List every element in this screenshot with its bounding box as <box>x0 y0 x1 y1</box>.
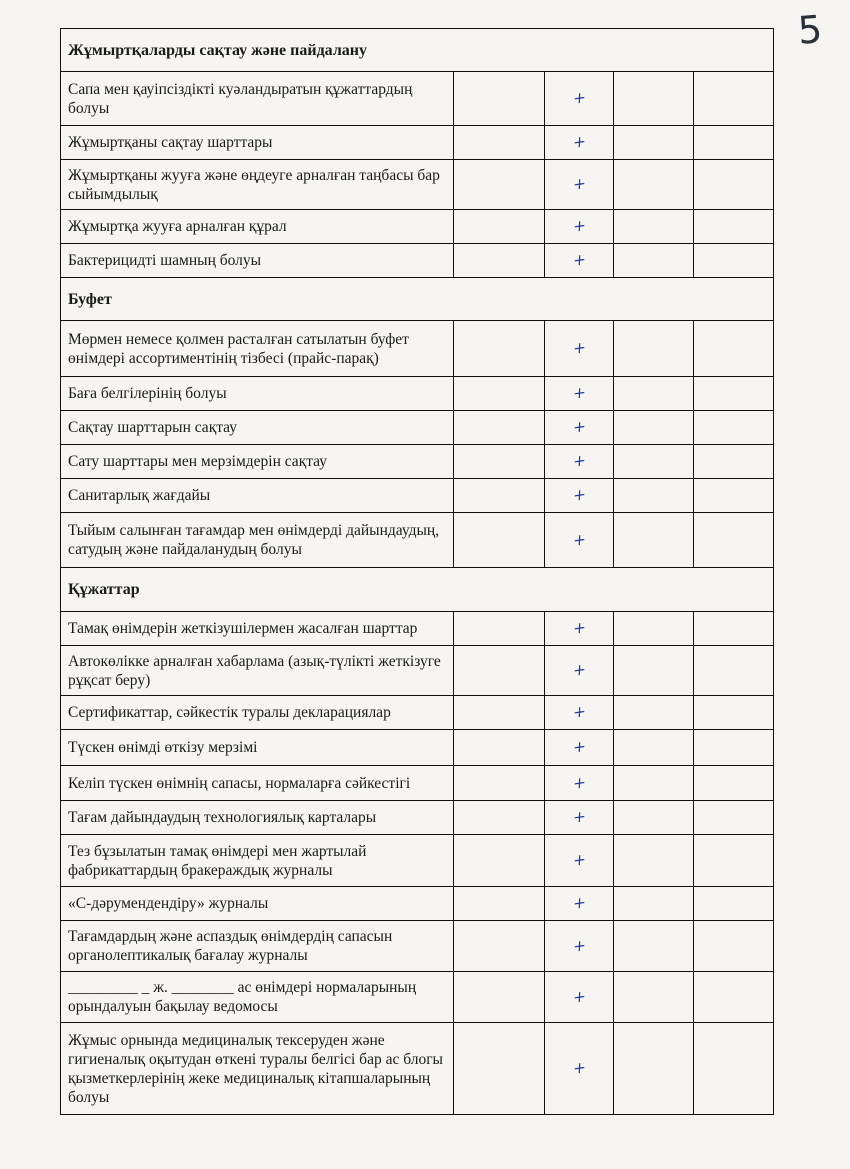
empty-cell <box>614 972 694 1023</box>
row-label: Тез бұзылатын тамақ өнімдері мен жартылай фабрикаттардың бракераждық журналы <box>61 835 454 887</box>
empty-cell <box>454 445 545 479</box>
table-row <box>61 696 774 730</box>
empty-cell <box>454 377 545 411</box>
check-mark-cell <box>545 887 614 921</box>
row-label: Санитарлық жағдайы <box>61 479 454 513</box>
empty-cell <box>454 321 545 377</box>
handwritten-plus-mark: + <box>572 484 586 506</box>
empty-cell <box>694 126 774 160</box>
table-row <box>61 126 774 160</box>
row-label: Баға белгілерінің болуы <box>61 377 454 411</box>
handwritten-plus-mark: + <box>572 617 586 639</box>
section-header <box>61 568 774 612</box>
empty-cell <box>694 244 774 278</box>
empty-cell <box>694 479 774 513</box>
table-row <box>61 887 774 921</box>
check-mark-cell <box>545 72 614 126</box>
row-label: «С-дәрумендендіру» журналы <box>61 887 454 921</box>
checklist-table <box>60 28 774 1115</box>
check-mark-cell <box>545 244 614 278</box>
row-label: _________ _ ж. ________ ас өнімдері нормаларының орындалуын бақылау ведомосы <box>61 972 454 1023</box>
check-mark-cell <box>545 696 614 730</box>
empty-cell <box>694 1023 774 1115</box>
empty-cell <box>694 210 774 244</box>
handwritten-plus-mark: + <box>572 529 586 550</box>
row-label: Сертификаттар, сәйкестік туралы декларациялар <box>61 696 454 730</box>
empty-cell <box>614 445 694 479</box>
empty-cell <box>614 730 694 766</box>
empty-cell <box>614 210 694 244</box>
row-label: Автокөлікке арналған хабарлама (азық-түлікті жеткізуге рұқсат беру) <box>61 646 454 696</box>
handwritten-plus-mark: + <box>572 382 586 404</box>
table-row <box>61 835 774 887</box>
row-label: Тамақ өнімдерін жеткізушілермен жасалған шарттар <box>61 612 454 646</box>
empty-cell <box>454 244 545 278</box>
empty-cell <box>614 321 694 377</box>
empty-cell <box>454 126 545 160</box>
handwritten-plus-mark: + <box>572 1057 586 1079</box>
check-mark-cell <box>545 801 614 835</box>
table-row <box>61 766 774 801</box>
check-mark-cell <box>545 321 614 377</box>
empty-cell <box>614 887 694 921</box>
empty-cell <box>454 766 545 801</box>
handwritten-plus-mark: + <box>572 416 586 438</box>
row-label: Жұмыс орнында медициналық тексеруден және гигиеналық оқытудан өткені туралы белгісі бар ас блогы қызметкерлерінің жеке медициналық кітапшаларының болуы <box>61 1023 454 1115</box>
empty-cell <box>454 730 545 766</box>
table-row <box>61 160 774 210</box>
empty-cell <box>614 766 694 801</box>
table-row <box>61 801 774 835</box>
check-mark-cell <box>545 730 614 766</box>
empty-cell <box>454 646 545 696</box>
section-header <box>61 278 774 321</box>
handwritten-plus-mark: + <box>572 701 586 723</box>
row-label: Тағамдардың және аспаздық өнімдердің сапасын органолептикалық бағалау журналы <box>61 921 454 972</box>
check-mark-cell <box>545 612 614 646</box>
empty-cell <box>694 321 774 377</box>
empty-cell <box>614 646 694 696</box>
empty-cell <box>454 972 545 1023</box>
empty-cell <box>454 835 545 887</box>
empty-cell <box>694 612 774 646</box>
row-label: Сапа мен қауіпсіздікті куәландыратын құжаттардың болуы <box>61 72 454 126</box>
empty-cell <box>454 696 545 730</box>
table-row <box>61 377 774 411</box>
empty-cell <box>694 696 774 730</box>
handwritten-plus-mark: + <box>572 806 586 828</box>
empty-cell <box>614 244 694 278</box>
row-label: Тыйым салынған тағамдар мен өнімдерді дайындаудың, сатудың және пайдаланудың болуы <box>61 513 454 568</box>
empty-cell <box>454 801 545 835</box>
empty-cell <box>694 972 774 1023</box>
empty-cell <box>454 612 545 646</box>
empty-cell <box>454 921 545 972</box>
empty-cell <box>454 887 545 921</box>
check-mark-cell <box>545 479 614 513</box>
handwritten-plus-mark: + <box>572 173 586 195</box>
row-label: Жұмыртқа жууға арналған құрал <box>61 210 454 244</box>
row-label: Жұмыртқаны жууға және өңдеуге арналған таңбасы бар сыйымдылық <box>61 160 454 210</box>
row-label: Мөрмен немесе қолмен расталған сатылатын буфет өнімдері ассортиментінің тізбесі (прайс-парақ) <box>61 321 454 377</box>
check-mark-cell <box>545 766 614 801</box>
empty-cell <box>614 696 694 730</box>
table-row <box>61 244 774 278</box>
empty-cell <box>614 612 694 646</box>
handwritten-plus-mark: + <box>572 450 586 472</box>
empty-cell <box>694 411 774 445</box>
empty-cell <box>614 801 694 835</box>
empty-cell <box>454 72 545 126</box>
check-mark-cell <box>545 835 614 887</box>
handwritten-plus-mark: + <box>572 986 586 1007</box>
table-row <box>61 921 774 972</box>
check-mark-cell <box>545 126 614 160</box>
row-label: Сақтау шарттарын сақтау <box>61 411 454 445</box>
empty-cell <box>694 377 774 411</box>
check-mark-cell <box>545 377 614 411</box>
table-row <box>61 730 774 766</box>
section-title: Құжаттар <box>61 568 774 612</box>
empty-cell <box>454 479 545 513</box>
table-row <box>61 445 774 479</box>
row-label: Түскен өнімді өткізу мерзімі <box>61 730 454 766</box>
empty-cell <box>694 801 774 835</box>
check-mark-cell <box>545 1023 614 1115</box>
empty-cell <box>454 411 545 445</box>
empty-cell <box>614 126 694 160</box>
section-title: Жұмыртқаларды сақтау және пайдалану <box>61 29 774 72</box>
empty-cell <box>614 835 694 887</box>
check-mark-cell <box>545 411 614 445</box>
check-mark-cell <box>545 513 614 568</box>
table-row <box>61 479 774 513</box>
table-row <box>61 646 774 696</box>
handwritten-plus-mark: + <box>572 87 586 109</box>
table-row <box>61 1023 774 1115</box>
empty-cell <box>694 72 774 126</box>
handwritten-plus-mark: + <box>572 659 586 681</box>
table-row <box>61 612 774 646</box>
empty-cell <box>614 513 694 568</box>
section-header <box>61 29 774 72</box>
empty-cell <box>694 160 774 210</box>
handwritten-plus-mark: + <box>572 131 586 153</box>
row-label: Сату шарттары мен мерзімдерін сақтау <box>61 445 454 479</box>
empty-cell <box>454 513 545 568</box>
empty-cell <box>614 479 694 513</box>
empty-cell <box>454 210 545 244</box>
empty-cell <box>694 513 774 568</box>
row-label: Келіп түскен өнімнің сапасы, нормаларға сәйкестігі <box>61 766 454 801</box>
empty-cell <box>694 835 774 887</box>
empty-cell <box>614 411 694 445</box>
row-label: Жұмыртқаны сақтау шарттары <box>61 126 454 160</box>
check-mark-cell <box>545 972 614 1023</box>
table-row <box>61 210 774 244</box>
row-label: Тағам дайындаудың технологиялық карталары <box>61 801 454 835</box>
handwritten-plus-mark: + <box>572 892 586 914</box>
table-row <box>61 321 774 377</box>
empty-cell <box>454 1023 545 1115</box>
empty-cell <box>614 72 694 126</box>
handwritten-plus-mark: + <box>572 772 586 793</box>
handwritten-plus-mark: + <box>572 249 586 271</box>
check-mark-cell <box>545 160 614 210</box>
empty-cell <box>694 445 774 479</box>
check-mark-cell <box>545 921 614 972</box>
empty-cell <box>694 887 774 921</box>
empty-cell <box>694 766 774 801</box>
handwritten-plus-mark: + <box>572 935 586 956</box>
section-title: Буфет <box>61 278 774 321</box>
empty-cell <box>694 921 774 972</box>
table-row <box>61 411 774 445</box>
page-number: 5 <box>796 7 824 53</box>
empty-cell <box>614 160 694 210</box>
handwritten-plus-mark: + <box>572 849 586 871</box>
empty-cell <box>614 1023 694 1115</box>
handwritten-plus-mark: + <box>572 736 586 758</box>
row-label: Бактерицидті шамның болуы <box>61 244 454 278</box>
empty-cell <box>614 921 694 972</box>
table-row <box>61 513 774 568</box>
handwritten-plus-mark: + <box>572 337 586 359</box>
empty-cell <box>694 730 774 766</box>
handwritten-plus-mark: + <box>572 215 586 237</box>
empty-cell <box>614 377 694 411</box>
check-mark-cell <box>545 445 614 479</box>
empty-cell <box>454 160 545 210</box>
empty-cell <box>694 646 774 696</box>
check-mark-cell <box>545 646 614 696</box>
table-row <box>61 72 774 126</box>
check-mark-cell <box>545 210 614 244</box>
table-row <box>61 972 774 1023</box>
